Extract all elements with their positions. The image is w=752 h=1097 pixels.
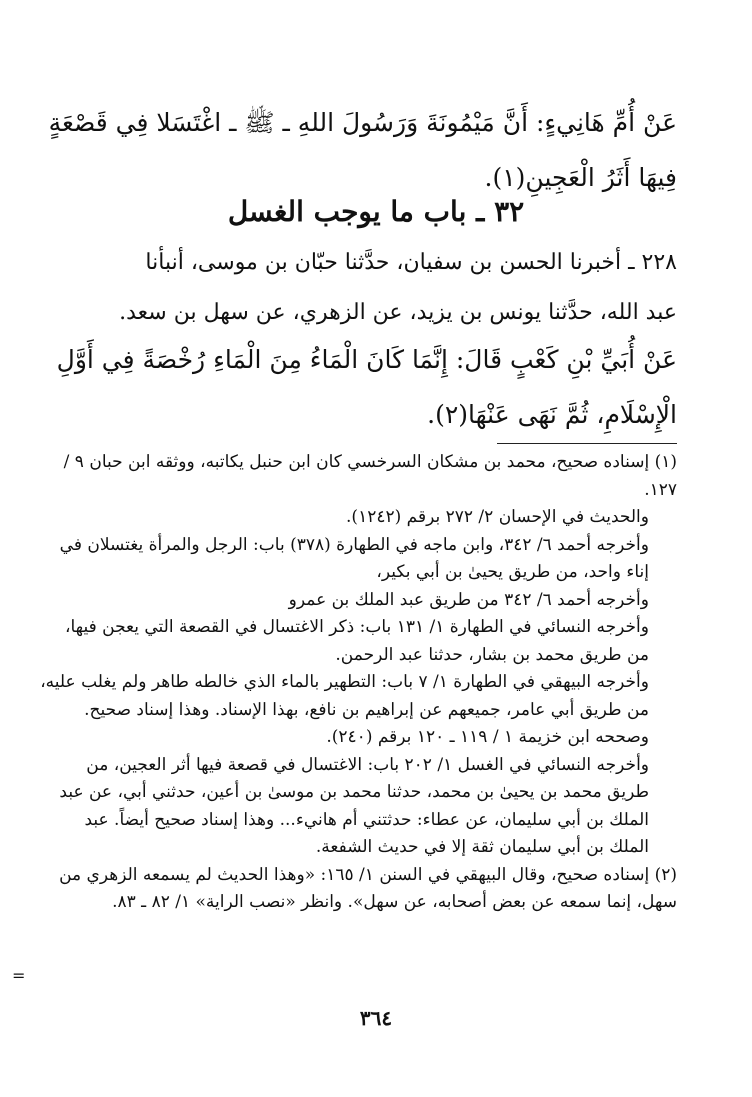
footnote-paragraph: وأخرجه البيهقي في الطهارة ١/ ٧ باب: التطهير بالماء الذي خالطه طاهر ولم يغلب عليه، من طريق أبي عامر، جميعهم عن إبراهيم بن نافع، بهذا الإسناد. وهذا إسناد صحيح. وصححه ابن خزيمة ١ / ١١٩ ـ ١٢٠ برقم (٢٤٠). [40, 672, 649, 747]
hadith-line: الْإِسْلَامِ، ثُمَّ نَهَى عَنْهَا(٢). [427, 400, 677, 429]
isnad-line: عبد الله، حدَّثنا يونس بن يزيد، عن الزهري، عن سهل بن سعد. [119, 300, 677, 325]
footnote-paragraph: وأخرجه النسائي في الطهارة ١/ ١٣١ باب: ذكر الاغتسال في القصعة التي يعجن فيها، من طريق محمد بن بشار، حدثنا عبد الرحمن. [64, 617, 649, 665]
isnad-line: ٢٢٨ ـ أخبرنا الحسن بن سفيان، حدَّثنا حبّان بن موسى، أنبأنا [145, 250, 677, 275]
footnotes [40, 449, 677, 917]
page-number: ٣٦٤ [359, 1006, 393, 1030]
continuation-mark: = [12, 966, 26, 985]
hadith-line: عَنْ أُمِّ هَانِيءٍ: أَنَّ مَيْمُونَةَ وَرَسُولَ اللهِ ـ ﷺ ـ اغْتَسَلا فِي قَصْعَةٍ [48, 108, 677, 137]
hadith-ubayy [40, 332, 677, 442]
hadith-umm-hani [40, 95, 677, 205]
footnote-divider [497, 443, 677, 444]
chapter-title: ٣٢ ـ باب ما يوجب الغسل [227, 195, 525, 228]
footnote-paragraph: وأخرجه أحمد ٦/ ٣٤٢ من طريق عبد الملك بن عمرو [288, 589, 649, 610]
isnad-228 [40, 238, 677, 338]
hadith-line: عَنْ أُبَيِّ بْنِ كَعْبٍ قَالَ: إِنَّمَا كَانَ الْمَاءُ مِنَ الْمَاءِ رُخْصَةً فِي أَوَّلِ [56, 345, 677, 374]
footnote-paragraph: وأخرجه أحمد ٦/ ٣٤٢، وابن ماجه في الطهارة (٣٧٨) باب: الرجل والمرأة يغتسلان في إناء واحد، من طريق يحيىٰ بن أبي بكير، [59, 534, 649, 582]
footnote-2: (٢) إسناده صحيح، وقال البيهقي في السنن ١/ ١٦٥: «وهذا الحديث لم يسمعه الزهري من سهل، إنما سمعه عن بعض أصحابه، عن سهل». وانظر «نصب الراية» ١/ ٨٢ ـ ٨٣. [59, 864, 677, 912]
hadith-line: فِيهَا أَثَرُ الْعَجِينِ(١). [484, 163, 677, 192]
footnote-paragraph: والحديث في الإحسان ٢/ ٢٧٢ برقم (١٢٤٢). [346, 507, 649, 527]
footnote-1: (١) إسناده صحيح، محمد بن مشكان السرخسي كان ابن حنبل يكاتبه، ووثقه ابن حبان ٩ / ١٢٧. [63, 452, 677, 500]
footnote-paragraph: وأخرجه النسائي في الغسل ١/ ٢٠٢ باب: الاغتسال في قصعة فيها أثر العجين، من طريق محمد بن يحيىٰ بن محمد، حدثنا محمد بن موسىٰ بن أعين، حدثني أبي، عن عبد الملك بن أبي سليمان، عن عطاء: حدثتني أم هانيء... وهذا إسناد صحيح أيضاً. عبد الملك بن أبي سليمان ثقة إلا في حديث الشفعة. [59, 754, 649, 857]
